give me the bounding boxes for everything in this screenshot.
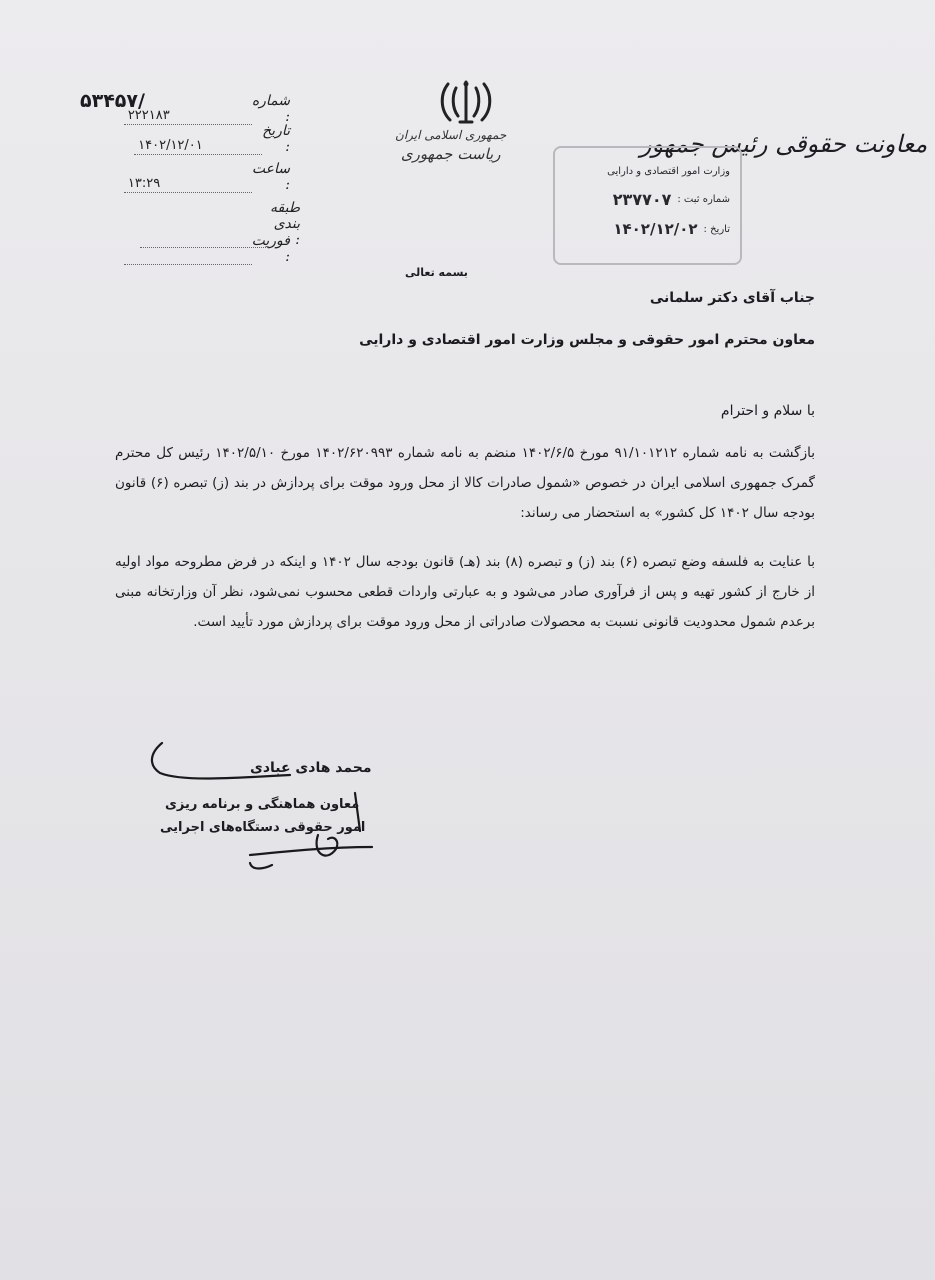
stamp-date-label: تاریخ : [703,223,730,235]
greeting: با سلام و احترام [720,403,815,419]
emblem-caption-line-1: جمهوری اسلامی ایران [395,128,507,142]
invocation: بسمه تعالی [405,266,468,279]
stamp-date-row [613,220,730,238]
signatory-name: محمد هادی عبادی [250,760,372,776]
meta-time-label: ساعت : [251,161,290,193]
stamp-date-value: ۱۴۰۲/۱۲/۰۲ [613,220,698,238]
meta-number-label: شماره : [251,93,290,125]
body-paragraph-2: با عنایت به فلسفه وضع تبصره (۶) بند (ز) و تبصره (۸) بند (هـ) قانون بودجه سال ۱۴۰۲ و اینکه در فرض مطروحه مواد اولیه از خارج از کشور تهیه و پس از فرآوری صادر می‌شود و به عبارتی واردات قطعی محسوب نمی‌شود، نظر آن وزارتخانه مبنی برعدم شمول محدودیت قانونی نسبت به محصولات صادراتی از محل ورود موقت برای پردازش مورد تأیید است. [115,554,815,630]
meta-classification-label: طبقه بندی : [270,200,300,248]
meta-time-value: ۱۳:۲۹ [124,176,252,193]
meta-number-row [127,93,290,125]
meta-urgency-label: فوریت : [251,233,290,265]
registration-stamp [553,146,742,265]
reference-number: ۵۳۴۵۷/ [80,90,145,112]
stamp-ministry: وزارت امور اقتصادی و دارایی [607,166,730,177]
stamp-registration-value: ۲۳۷۷۰۷ [612,190,672,209]
recipient-name: جناب آقای دکتر سلمانی [649,290,815,306]
body-paragraph-1: بازگشت به نامه شماره ۹۱/۱۰۱۲۱۲ مورخ ۱۴۰۲/۶/۵ منضم به نامه شماره ۱۴۰۲/۶۲۰۹۹۳ مورخ ۱۴۰۲/۵/۱۰ رئیس کل محترم گمرک جمهوری اسلامی ایران در خصوص «شمول صادرات کالا از محل ورود موقت برای پردازش در بند (ز) تبصره (۶) قانون بودجه سال ۱۴۰۲ کل کشور» به استحضار می رساند: [115,445,815,521]
meta-urgency-row [140,233,290,265]
meta-date-value: ۱۴۰۲/۱۲/۰۱ [134,138,262,155]
stamp-registration-row [613,190,730,209]
iran-emblem-icon [434,78,498,130]
signatory-role-1: معاون هماهنگی و برنامه ریزی [165,797,360,812]
meta-date-label: تاریخ : [262,123,290,155]
emblem-caption [395,128,506,162]
emblem-caption-line-2: ریاست جمهوری [400,145,501,163]
stamp-registration-label: شماره ثبت : [677,194,730,205]
signatory-role-2: امور حقوقی دستگاه‌های اجرایی [160,820,366,835]
meta-urgency-value [124,263,252,265]
meta-date-row [140,123,290,155]
meta-number-value: ۲۲۲۱۸۳ [124,108,252,125]
meta-time-row [127,161,290,193]
recipient-title: معاون محترم امور حقوقی و مجلس وزارت امور اقتصادی و دارایی [359,332,815,348]
office-title: معاونت حقوقی رئیس جمهور [640,130,928,158]
